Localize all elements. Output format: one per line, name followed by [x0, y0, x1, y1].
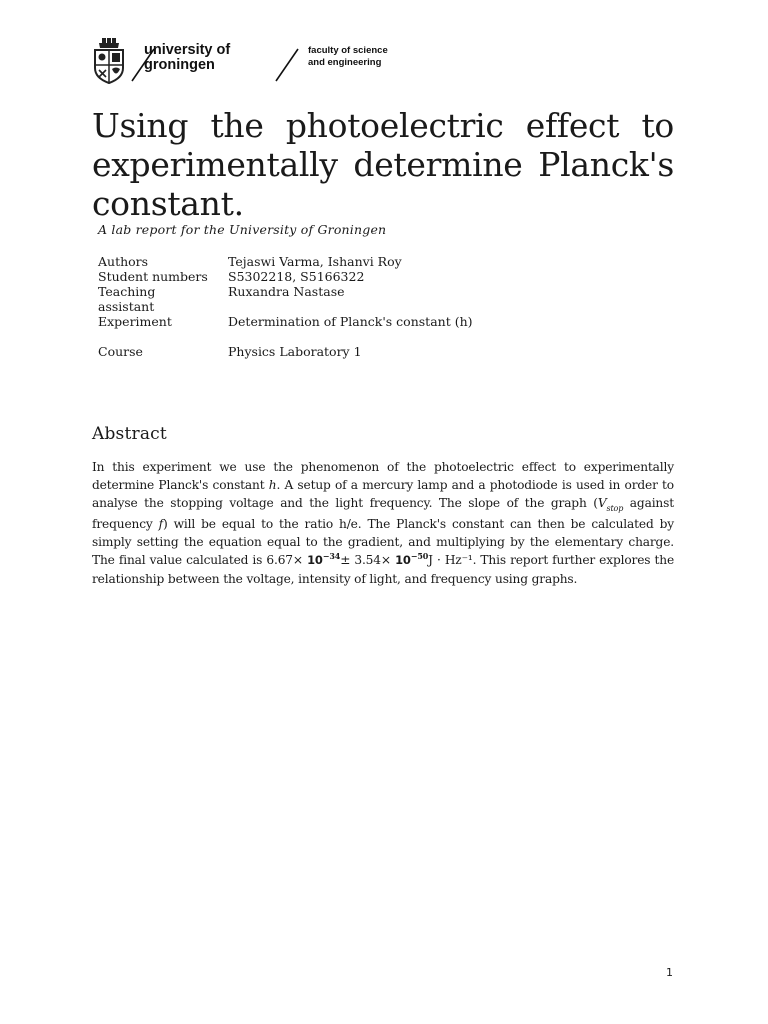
abstract-text: ± 3.54× [340, 553, 396, 568]
abstract-text: In this experiment we use the phenomenon of the photoelectric effect to experimentally determine Planck's constant [92, 460, 674, 493]
abstract-paragraph [92, 458, 674, 588]
experiment-label: Experiment [98, 314, 172, 329]
student-numbers-value: S5302218, S5166322 [228, 269, 365, 284]
report-title: Using the photoelectric effect to experimentally determine Planck's constant. [92, 106, 674, 223]
abstract-text: . This report further explores the relationship between the voltage, intensity of light, and frequency using graphs. [92, 553, 675, 587]
course-value: Physics Laboratory 1 [228, 344, 362, 359]
faculty-name [308, 45, 468, 68]
authors-value: Tejaswi Varma, Ishanvi Roy [228, 254, 402, 269]
meta-row-experiment [98, 314, 473, 344]
abstract-text: against frequency [92, 496, 674, 531]
exponent: −50 [410, 551, 429, 562]
teaching-assistant-label: Teaching assistant [98, 284, 156, 314]
v-symbol: V [597, 496, 607, 511]
power-base: 10 [307, 553, 323, 568]
course-label: Course [98, 344, 143, 359]
divider-slash-icon [274, 48, 300, 82]
h-symbol: h [268, 478, 277, 493]
meta-row-authors [98, 254, 473, 269]
abstract-heading: Abstract [92, 424, 167, 444]
v-subscript: stop [606, 504, 624, 514]
abstract-text: ) will be equal to the ratio h/e. The Planck's constant can then be calculated by simply setting the equation equal to the gradient, and multiplying by the elementary charge. The final value calculated is 6.67× [92, 516, 674, 568]
exponent: −34 [322, 551, 341, 562]
unit: J · Hz⁻¹ [428, 553, 473, 568]
meta-row-teaching-assistant [98, 284, 473, 314]
report-meta-table [98, 254, 473, 359]
teaching-assistant-value: Ruxandra Nastase [228, 284, 345, 299]
meta-row-student-numbers [98, 269, 473, 284]
university-name [144, 43, 264, 73]
faculty-line-2: and engineering [308, 56, 382, 68]
student-numbers-label: Student numbers [98, 269, 208, 284]
f-symbol: f [158, 516, 163, 531]
power-base: 10 [395, 553, 411, 568]
authors-label: Authors [98, 254, 149, 269]
university-crest-icon [92, 38, 126, 84]
meta-row-course [98, 344, 473, 359]
abstract-text: . A setup of a mercury lamp and a photodiode is used in order to analyse the stopping voltage and the light frequency. The slope of the graph ( [92, 478, 674, 511]
university-line-2: groningen [144, 57, 215, 73]
page-number: 1 [666, 966, 673, 979]
report-subtitle: A lab report for the University of Groningen [98, 222, 387, 237]
experiment-value: Determination of Planck's constant (h) [228, 314, 473, 329]
faculty-line-1: faculty of science [308, 45, 388, 56]
university-line-1: university of [144, 42, 231, 58]
